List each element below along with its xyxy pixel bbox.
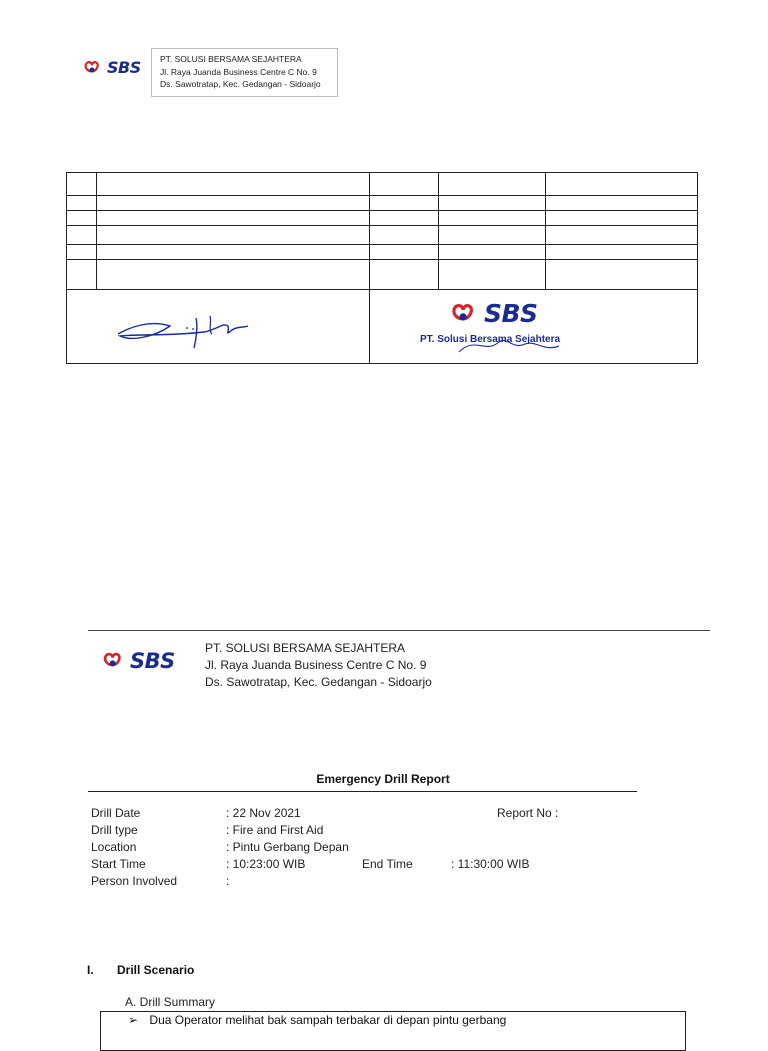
end-time-value: : 11:30:00 WIB [451, 857, 530, 871]
section-heading: Drill Scenario [117, 963, 195, 977]
location-label: Location [91, 840, 137, 854]
handwritten-signature [112, 296, 252, 356]
table-row [67, 260, 698, 290]
company-address-box [151, 48, 338, 97]
drill-type-label: Drill type [91, 823, 138, 837]
company-address [205, 640, 432, 691]
report-title: Emergency Drill Report [316, 772, 450, 786]
revision-table [66, 172, 698, 364]
table-row [67, 211, 698, 226]
table-row [67, 173, 698, 196]
header-rule [88, 630, 710, 631]
address-line-2: Ds. Sawotratap, Kec. Gedangan - Sidoarjo [205, 675, 432, 689]
bullet-text: Dua Operator melihat bak sampah terbakar di depan pintu gerbang [149, 1013, 507, 1027]
company-logo-top [83, 58, 141, 77]
address-line-1: Jl. Raya Juanda Business Centre C No. 9 [160, 66, 317, 77]
address-line-2: Ds. Sawotratap, Kec. Gedangan - Sidoarjo [160, 79, 321, 89]
stamp-emblem-icon [450, 301, 482, 327]
start-time-value: : 10:23:00 WIB [226, 857, 306, 871]
drill-type-value: : Fire and First Aid [226, 823, 324, 837]
table-row [67, 245, 698, 260]
logo-text: SBS [130, 649, 175, 673]
location-value: : Pintu Gerbang Depan [226, 840, 349, 854]
table-row [67, 226, 698, 245]
person-involved-value: : [226, 874, 230, 888]
logo-emblem-icon [83, 59, 105, 77]
address-line-1: Jl. Raya Juanda Business Centre C No. 9 [205, 658, 427, 672]
drill-date-label: Drill Date [91, 806, 141, 820]
company-name: PT. SOLUSI BERSAMA SEJAHTERA [160, 54, 302, 64]
stamp-logo-text: SBS [484, 299, 538, 328]
stamp-company-name: PT. Solusi Bersama Sejahtera [420, 334, 561, 345]
logo-text: SBS [107, 58, 141, 77]
stamp-cell [370, 290, 698, 364]
company-name: PT. SOLUSI BERSAMA SEJAHTERA [205, 641, 406, 655]
company-logo-second [102, 649, 175, 673]
bullet-item [128, 1013, 506, 1027]
title-rule [88, 791, 637, 792]
stamp-signature [455, 330, 575, 360]
report-no-label: Report No : [497, 806, 559, 820]
arrow-bullet-icon: ➢ [128, 1013, 139, 1027]
section-number: I. [87, 963, 94, 977]
person-involved-label: Person Involved [91, 874, 178, 888]
end-time-label: End Time [362, 857, 413, 871]
table-row [67, 196, 698, 211]
signature-cell [67, 290, 370, 364]
start-time-label: Start Time [91, 857, 146, 871]
subsection-label: A. Drill Summary [125, 995, 216, 1009]
signature-row [67, 290, 698, 364]
logo-emblem-icon [102, 650, 128, 672]
drill-date-value: : 22 Nov 2021 [226, 806, 301, 820]
stamp-logo [450, 299, 538, 328]
